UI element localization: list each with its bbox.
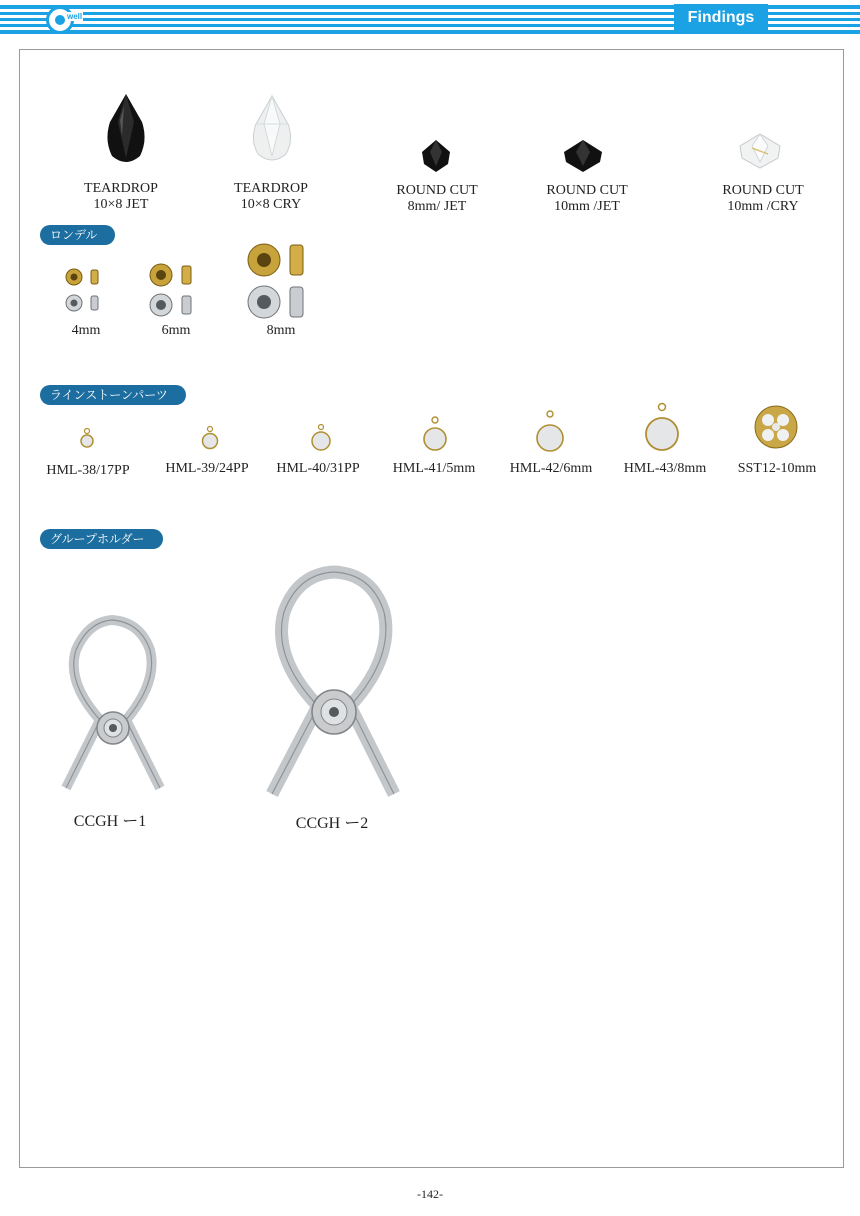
- section-label-rhinestone: ラインストーンパーツ: [40, 385, 186, 405]
- rhinestone-caption: HML-40/31PP: [276, 461, 360, 476]
- rondelle-4mm-image: [64, 266, 104, 318]
- teardrop-crystal-image: [244, 94, 300, 166]
- rhinestone-hml38-image: [80, 428, 94, 450]
- bead-caption: TEARDROP 10×8 CRY: [234, 181, 308, 212]
- rhinestone-hml40-image: [310, 424, 332, 454]
- glove-holder-ccgh2-image: [266, 566, 400, 800]
- rhinestone-hml41-image: [422, 416, 448, 454]
- rhinestone-caption: SST12-10mm: [737, 461, 817, 476]
- bead-caption: ROUND CUT 8mm/ JET: [396, 183, 478, 214]
- round-cut-8mm-jet-image: [418, 138, 454, 174]
- rondelle-8mm-image: [246, 242, 310, 322]
- rondelle-6mm-image: [148, 262, 198, 320]
- rhinestone-hml42-image: [534, 410, 566, 454]
- rhinestone-caption: HML-43/8mm: [623, 461, 707, 476]
- rhinestone-caption: HML-42/6mm: [509, 461, 593, 476]
- rondelle-caption: 4mm: [71, 323, 101, 338]
- round-cut-10mm-crystal-image: [734, 132, 786, 170]
- section-label-glove-holder: グループホルダー: [40, 529, 163, 549]
- holder-caption: CCGH ー1: [73, 813, 147, 830]
- teardrop-jet-image: [98, 92, 154, 168]
- round-cut-10mm-jet-image: [558, 138, 608, 174]
- rhinestone-caption: HML-41/5mm: [392, 461, 476, 476]
- content-frame: [19, 49, 844, 1168]
- bead-caption: ROUND CUT 10mm /JET: [546, 183, 628, 214]
- rondelle-caption: 8mm: [266, 323, 296, 338]
- page-number: -142-: [417, 1187, 443, 1201]
- rhinestone-caption: HML-39/24PP: [165, 461, 249, 476]
- rondelle-caption: 6mm: [161, 323, 191, 338]
- rhinestone-ball-sst12-image: [753, 404, 799, 450]
- rhinestone-hml43-image: [643, 402, 681, 454]
- rhinestone-hml39-image: [201, 426, 219, 452]
- rhinestone-caption: HML-38/17PP: [46, 463, 130, 478]
- brand-logo-text: well: [67, 12, 83, 21]
- category-title: Findings: [687, 9, 755, 26]
- holder-caption: CCGH ー2: [295, 815, 369, 832]
- bead-caption: ROUND CUT 10mm /CRY: [722, 183, 804, 214]
- page-header: [0, 0, 860, 38]
- bead-caption: TEARDROP 10×8 JET: [84, 181, 158, 212]
- category-tab: [674, 4, 768, 34]
- glove-holder-ccgh1-image: [60, 616, 164, 792]
- section-label-rondelle: ロンデル: [40, 225, 115, 245]
